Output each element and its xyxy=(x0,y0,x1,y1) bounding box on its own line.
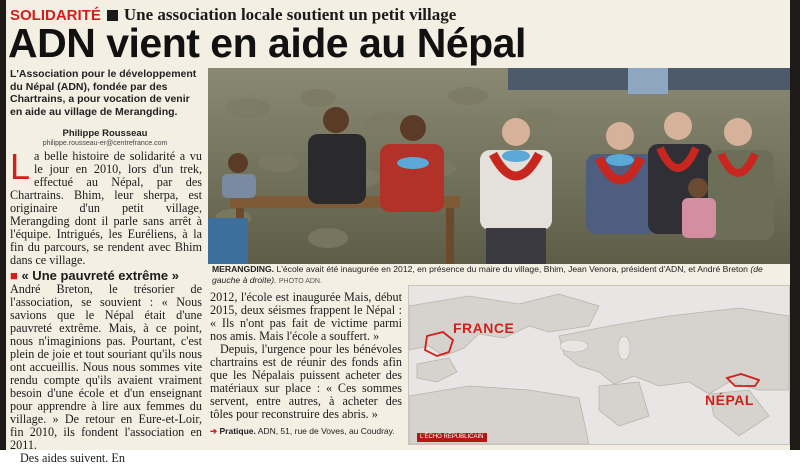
map-credit: L'ÉCHO RÉPUBLICAIN xyxy=(417,433,487,442)
subheading xyxy=(10,269,202,282)
article-column-1 xyxy=(10,146,202,465)
headline: ADN vient en aide au Népal xyxy=(8,20,526,66)
map-label-france: FRANCE xyxy=(453,320,515,336)
byline xyxy=(10,128,200,147)
caption-place: MERANGDING. xyxy=(212,264,275,274)
map-illustration xyxy=(409,286,789,444)
pratique-text: ADN, 51, rue de Voves, au Coudray. xyxy=(257,426,395,436)
paragraph-school: 2012, l'école est inaugurée Mais, début 2015, deux séismes frappent le Népal : « Ils n'ont pas fait de victime parmi nos amis. Mais l'école a souffert. » xyxy=(210,290,402,343)
paragraph-intro xyxy=(10,146,202,267)
drop-cap: L xyxy=(10,146,31,187)
author-name: Philippe Rousseau xyxy=(62,128,148,139)
caption-order: (de gauche à droite). xyxy=(212,264,763,285)
subheading-text: « Une pauvreté extrême » xyxy=(21,268,179,283)
deck-line: Une association locale soutient un petit village xyxy=(123,5,457,24)
rubric-label: SOLIDARITÉ xyxy=(10,7,101,24)
article-column-2 xyxy=(210,291,402,421)
subheading-marker-icon: ■ xyxy=(10,268,22,283)
scan-border-left xyxy=(0,0,6,450)
paragraph-urgency: Depuis, l'urgence pour les bénévoles chartrains est de réunir des fonds afin que les Népalais puissent acheter des matériaux sur place : « Ces sommes servent, entre autres, à acheter des tôles pour reconstruire des abris. » xyxy=(210,342,402,421)
arrow-right-icon: ➔ xyxy=(210,426,220,436)
paragraph-intro-text: a belle histoire de solidarité a vu le jour en 2010, lors d'un trek, effectué au Népal, par des Chartrains. Bhim, leur sherpa, est originaire d'un petit village, Merangding dont il parle sans arrêt à l'équipe. Intrigués, les Euréliens, à la fin du parcours, se rendent avec Bhim dans ce village. xyxy=(10,149,202,267)
pratique-label: Pratique. xyxy=(219,426,256,436)
scan-border-right xyxy=(790,0,800,450)
paragraph-continued: Des aides suivent. En xyxy=(20,451,125,465)
chapo: L'Association pour le développement du Népal (ADN), fondée par des Chartrains, a pour vocation de venir en aide au village de Merangding. xyxy=(10,68,197,118)
map-label-nepal: NÉPAL xyxy=(705,392,754,408)
photo-caption xyxy=(208,264,790,287)
author-email: philippe.rousseau-er@centrefrance.com xyxy=(42,140,168,147)
article-photo xyxy=(208,68,790,264)
caption-credit: PHOTO ADN. xyxy=(278,278,322,285)
locator-map xyxy=(408,285,790,445)
caption-text: L'école avait été inaugurée en 2012, en présence du maire du village, Bhim, Jean Venora, président d'ADN, et André Breton xyxy=(276,264,748,274)
photo-illustration xyxy=(208,68,790,264)
pratique-info xyxy=(210,426,410,436)
paragraph-quote: André Breton, le trésorier de l'association, se souvient : « Nous savions que le Népal était d'une pauvreté extrême. Mais, à ce point, nous n'imaginions pas. Pourtant, c'est plein de joie et tout souriant qu'ils nous ont accueillis. Nous nous sommes vite rendu compte qu'ils avaient vraiment besoin d'une école et d'un enseignant pour apprendre à lire aux femmes du village. » De retour en Eure-et-Loir, fin 2010, ils fondent l'association en 2011. xyxy=(10,282,202,452)
